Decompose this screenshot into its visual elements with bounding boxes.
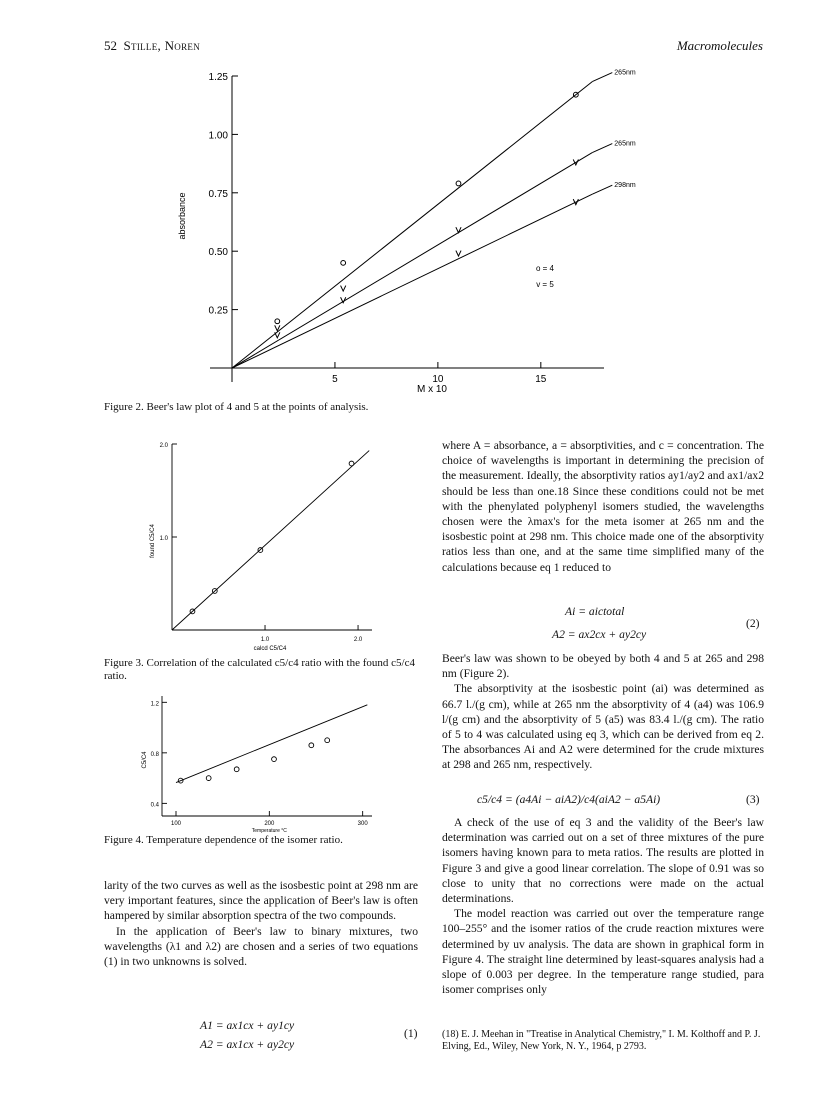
figure-3-data-point (349, 461, 354, 466)
figure-3-text: Correlation of the calculated c5/c4 ratio with the found c5/c4 ratio. (104, 657, 415, 682)
figure-4-data-point (272, 757, 277, 762)
figure-2-data-point (341, 297, 346, 303)
figure-2-series-label: 265nm (614, 140, 636, 148)
figure-4-y-tick-label: 0.8 (150, 751, 159, 758)
figure-3-fit-line (172, 451, 369, 630)
figure-3-y-axis-label: found C5/C4 (150, 524, 156, 558)
equation-2-line-1: Ai = aictotal (565, 605, 625, 618)
figure-4-data-point (309, 743, 314, 748)
figure-4-x-tick-label: 300 (357, 821, 368, 827)
figure-4-y-tick-label: 0.4 (150, 802, 159, 809)
figure-2-y-axis-label: absorbance (177, 192, 187, 240)
figure-2-series-line (232, 153, 592, 368)
figure-2-data-point (456, 251, 461, 257)
figure-2-data-point (456, 181, 461, 186)
figure-2-label-leader (592, 144, 612, 153)
figure-4-chart (140, 690, 400, 834)
right-column-p2-p3 (442, 651, 764, 773)
figure-2-label: Figure 2. (104, 401, 144, 413)
figure-2-label-leader (592, 185, 612, 194)
figure-4-x-axis-label: Temperature °C (251, 828, 287, 834)
right-paragraph-2: Beer's law was shown to be obeyed by both 4 and 5 at 265 and 298 nm (Figure 2). (442, 652, 764, 681)
figure-3-x-tick-label: 2.0 (353, 637, 363, 643)
figure-2-chart (150, 66, 710, 406)
figure-4-y-tick-label: 1.2 (150, 701, 159, 708)
figure-2-y-tick-label: 0.50 (208, 247, 228, 259)
figure-2-y-tick-label: 1.25 (208, 72, 228, 83)
figure-4-data-point (234, 767, 239, 772)
left-paragraph-1: larity of the two curves as well as the isosbestic point at 298 nm are very important features, since the application of Beer's law is often hampered by similar absorption spectra of the two compounds. (104, 879, 418, 923)
authors: Stille, Noren (123, 38, 201, 53)
figure-2-x-axis-label: M x 10 (416, 384, 448, 395)
equation-1-line-2: A2 = ax1cx + ay2cy (200, 1038, 295, 1051)
equation-3-number: (3) (746, 793, 760, 806)
figure-2-series-label: 265nm (614, 69, 636, 77)
figure-2-x-tick-label: 10 (432, 374, 444, 385)
figure-2-y-tick-label: 0.25 (208, 305, 228, 317)
figure-4-data-point (206, 776, 211, 781)
right-column-p1 (442, 438, 764, 575)
figure-3-x-tick-label: 1.0 (260, 637, 270, 643)
figure-4-x-tick-label: 200 (264, 821, 275, 827)
equation-2-number: (2) (746, 617, 760, 630)
figure-2-x-tick-label: 15 (535, 374, 547, 385)
figure-2-label-leader (592, 73, 612, 82)
figure-2-y-tick-label: 1.00 (208, 130, 228, 142)
equation-2-line-2: A2 = ax2cx + ay2cy (552, 628, 647, 641)
figure-2-series-line (232, 82, 592, 368)
figure-2-data-point (341, 286, 346, 292)
figure-2-caption (104, 401, 524, 414)
figure-2-data-point (275, 319, 280, 324)
figure-3-caption (104, 657, 424, 683)
right-paragraph-5: The model reaction was carried out over the temperature range 100–255° and the isomer ratios of the crude reaction mixtures were determined by uv analysis. The data are shown in graphical form in Figure 4. The straight line determined by least-squares analysis had a slope of 0.003 per degree. In the temperature range studied, para isomer comprises only (442, 907, 764, 997)
figure-3-y-tick-label: 1.0 (159, 536, 168, 542)
figure-4-text: Temperature dependence of the isomer ratio. (146, 834, 343, 846)
figure-4-x-tick-label: 100 (170, 821, 182, 827)
journal-name: Macromolecules (676, 38, 763, 53)
figure-3-y-tick-label: 2.0 (159, 443, 168, 449)
right-paragraph-4: A check of the use of eq 3 and the validity of the Beer's law determination was carried out on a set of three mixtures of the pure isomers having known para to meta ratios. The results are plotted in Figure 3 and give a good linear correlation. The slope of 0.91 was so close to unity that no corrections were made on the actual determinations. (442, 816, 764, 906)
equation-1-number: (1) (404, 1027, 418, 1040)
footnote-18: (18) E. J. Meehan in "Treatise in Analytical Chemistry," I. M. Kolthoff and P. J. Elving, Ed., Wiley, New York, N. Y., 1964, p 2793. (442, 1029, 761, 1052)
figure-2-legend-item: o = 4 (535, 264, 555, 273)
figure-2-y-tick-label: 0.75 (208, 188, 228, 200)
figure-4-data-point (325, 738, 330, 743)
left-column-text (104, 878, 418, 969)
equation-1-line-1: A1 = ax1cx + ay1cy (200, 1019, 295, 1032)
right-column-p4-p5 (442, 815, 764, 997)
figure-2-data-point (275, 332, 280, 338)
right-paragraph-1: where A = absorbance, a = absorptivities, and c = concentration. The choice of wavelengths is important in determining the precision of the measurement. Ideally, the absorptivity ratios ay1/ay2 and ax1/ax2 should be less than one.18 Since these conditions could not be met with the phenylated polyphenyl isomers studied, the wavelengths chosen were the λmax's for the meta isomer at 265 nm and the isosbestic point at 298 nm. This choice made one of the absorptivity ratios less than one, and at the same time simplified many of the calculations because eq 1 reduced to (442, 439, 764, 574)
figure-4-y-axis-label: C5/C4 (142, 751, 148, 769)
page-number: 52 (104, 38, 117, 53)
figure-2-text: Beer's law plot of 4 and 5 at the points of analysis. (146, 401, 369, 413)
figure-3-chart (140, 436, 400, 656)
figure-3-label: Figure 3. (104, 657, 144, 669)
equation-3: c5/c4 = (a4Ai − aiA2)/c4(aiA2 − a5Ai) (477, 793, 661, 806)
page-header-left (104, 38, 200, 54)
figure-2-series-label: 298nm (614, 182, 636, 190)
figure-4-label: Figure 4. (104, 834, 144, 846)
right-paragraph-3: The absorptivity at the isosbestic point (ai) was determined as 66.7 l./(g cm), while at 265 nm the absorptivity of 4 (a4) was 106.9 l/(g cm) and the absorptivity of 5 (a5) was 83.4 l./(g cm). The ratio of 5 to 4 was calculated using eq 3, which can be derived from eq 2. The absorbances Ai and A2 were determined for the crude mixtures at 298 and 265 nm, respectively. (442, 682, 764, 772)
figure-2-legend-item: v = 5 (536, 280, 554, 289)
figure-2-data-point (341, 260, 346, 265)
figure-3-x-axis-label: calcd C5/C4 (253, 646, 287, 652)
figure-2-x-tick-label: 5 (332, 374, 338, 385)
left-paragraph-2: In the application of Beer's law to binary mixtures, two wavelengths (λ1 and λ2) are chosen and a series of two equations (1) in two unknowns is solved. (104, 924, 418, 969)
figure-4-caption (104, 834, 424, 847)
figure-4-fit-line (176, 705, 367, 783)
